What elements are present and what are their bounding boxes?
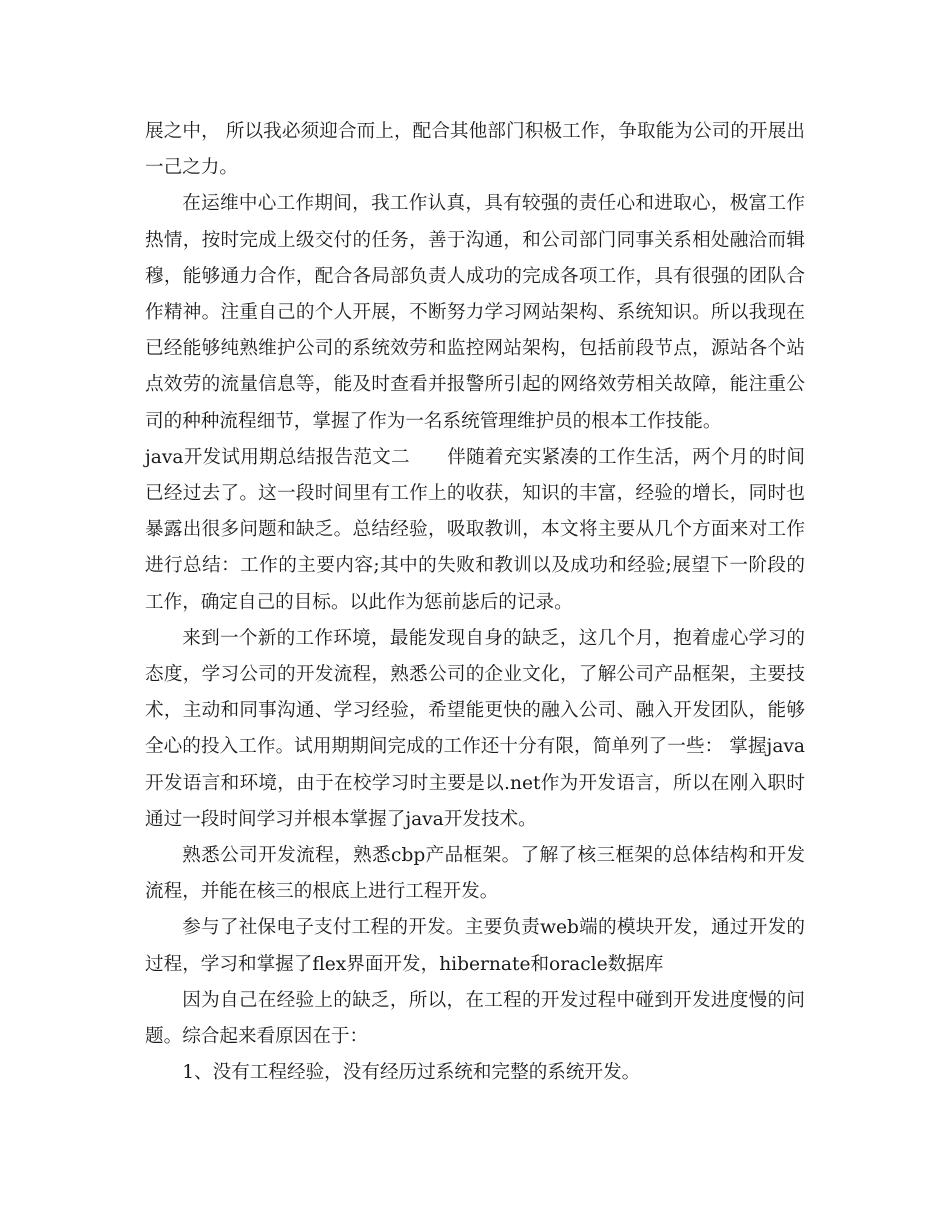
paragraph-7: 因为自己在经验上的缺乏，所以，在工程的开发过程中碰到开发进度慢的问题。综合起来看原因在于： (145, 989, 805, 1048)
paragraph-3-text: 伴随着充实紧凑的工作生活，两个月的时间已经过去了。这一段时间里有工作上的收获，知识的丰富，经验的增长，同时也暴露出很多问题和缺乏。总结经验，吸取教训，本文将主要从几个方面来对工作进行总结：工作的主要内容;其中的失败和教训以及成功和经验;展望下一阶段的工作，确定自己的目标。以此作为惩前毖后的记录。 (145, 446, 805, 613)
document-body (145, 114, 805, 1091)
paragraph-3 (145, 440, 805, 621)
paragraph-4: 来到一个新的工作环境，最能发现自身的缺乏，这几个月，抱着虚心学习的态度，学习公司的开发流程，熟悉公司的企业文化，了解公司产品框架，主要技术，主动和同事沟通、学习经验，希望能更快的融入公司、融入开发团队，能够全心的投入工作。试用期期间完成的工作还十分有限，简单列了一些： 掌握java开发语言和环境，由于在校学习时主要是以.net作为开发语言，所以在刚入职时通过一段时间学习并根本掌握了java开发技术。 (145, 627, 805, 830)
paragraph-2: 在运维中心工作期间，我工作认真，具有较强的责任心和进取心，极富工作热情，按时完成上级交付的任务，善于沟通，和公司部门同事关系相处融洽而辑穆，能够通力合作，配合各局部负责人成功的完成各项工作，具有很强的团队合作精神。注重自己的个人开展，不断努力学习网站架构、系统知识。所以我现在已经能够纯熟维护公司的系统效劳和监控网站架构，包括前段节点，源站各个站点效劳的流量信息等，能及时查看并报警所引起的网络效劳相关故障，能注重公司的种种流程细节，掌握了作为一名系统管理维护员的根本工作技能。 (145, 193, 805, 432)
paragraph-1: 展之中， 所以我必须迎合而上，配合其他部门积极工作，争取能为公司的开展出一己之力。 (145, 121, 805, 179)
paragraph-8: 1、没有工程经验，没有经历过系统和完整的系统开发。 (182, 1062, 641, 1084)
paragraph-6: 参与了社保电子支付工程的开发。主要负责web端的模块开发，通过开发的过程，学习和掌握了flex界面开发，hibernate和oracle数据库 (145, 917, 805, 975)
paragraph-5: 熟悉公司开发流程，熟悉cbp产品框架。了解了核三框架的总体结构和开发流程，并能在核三的根底上进行工程开发。 (145, 845, 805, 903)
section-heading: java开发试用期总结报告范文二 (145, 446, 410, 468)
